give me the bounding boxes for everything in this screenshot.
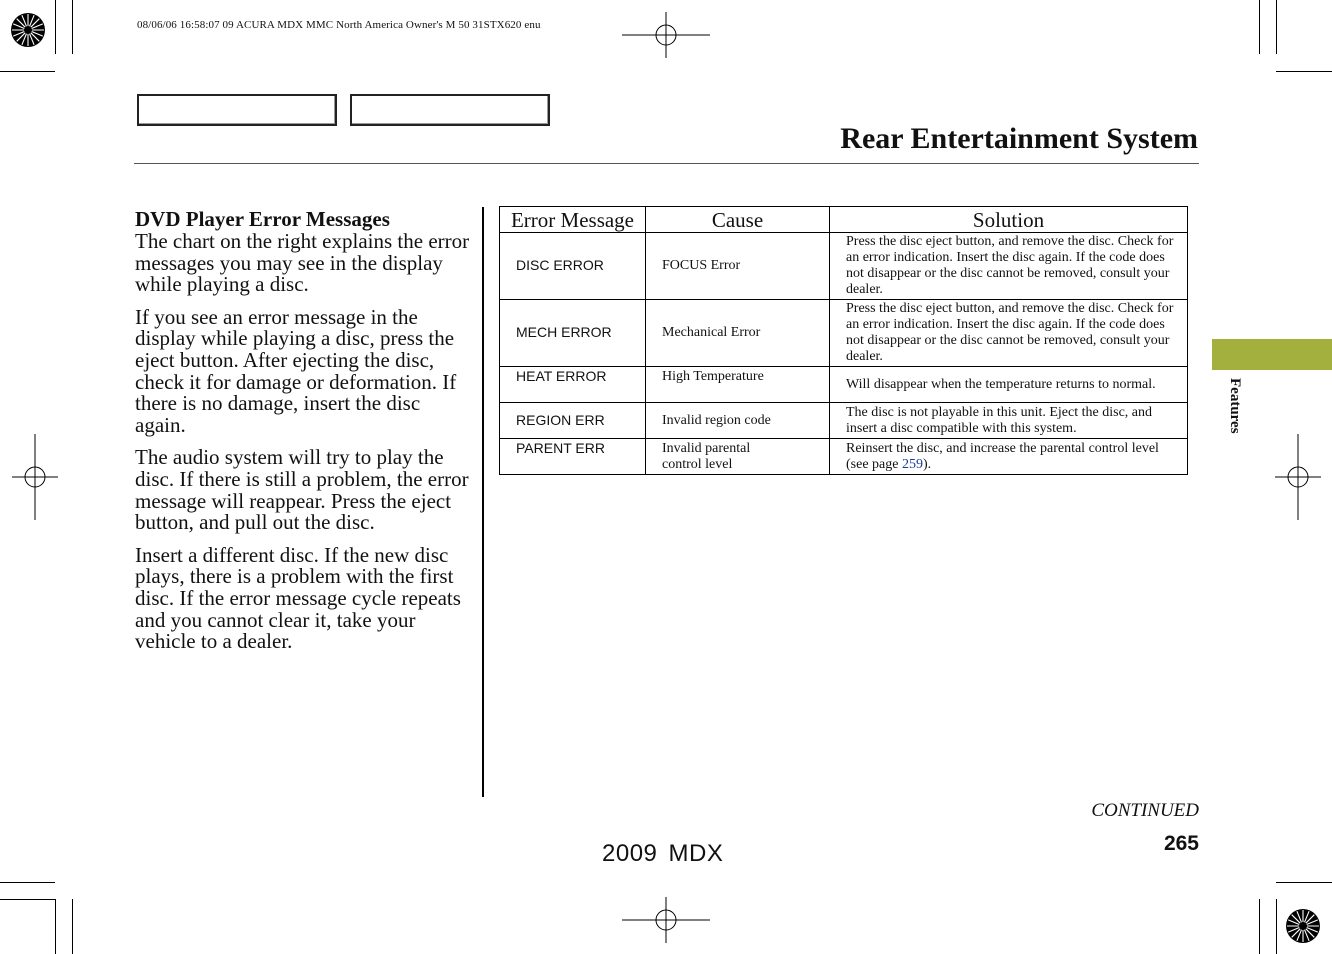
paragraph: The audio system will try to play the disc. If there is still a problem, the error message will reappear. Press the eject button, and pull out the disc.: [135, 445, 469, 535]
column-header: Error Message: [500, 207, 646, 233]
table-of-contents-button[interactable]: [350, 94, 550, 126]
table-row: [500, 403, 1188, 439]
error-code: REGION ERR: [500, 403, 646, 439]
error-cause: [646, 439, 830, 475]
registration-crosshair-icon: [622, 897, 710, 943]
paragraph: The chart on the right explains the error messages you may see in the display while playing a disc.: [135, 229, 470, 297]
error-code: PARENT ERR: [500, 439, 646, 475]
column-header: Solution: [830, 207, 1188, 233]
solution-text: ).: [922, 456, 932, 472]
page-number: 265: [1163, 832, 1199, 855]
page-title: Rear Entertainment System: [840, 122, 1198, 155]
solution-text: Reinsert the disc, and increase the parental control level (see page: [846, 440, 1159, 472]
cause-line: Invalid parental: [662, 440, 751, 456]
error-cause: Invalid region code: [646, 403, 830, 439]
registration-crosshair-icon: [622, 12, 710, 58]
error-cause: High Temperature: [646, 367, 830, 403]
error-message-table: [499, 206, 1188, 475]
crop-mark: [72, 899, 73, 954]
print-metadata: 08/06/06 16:58:07 09 ACURA MDX MMC North America Owner's M 50 31STX620 enu: [137, 19, 541, 31]
section-tab[interactable]: [1212, 339, 1332, 370]
registration-starburst-icon: [10, 12, 46, 48]
section-heading: DVD Player Error Messages: [135, 207, 390, 231]
error-solution: The disc is not playable in this unit. Eject the disc, and insert a disc compatible with this system.: [830, 403, 1188, 439]
registration-starburst-icon: [1285, 908, 1321, 944]
crop-mark: [0, 71, 55, 72]
crop-mark: [1276, 71, 1332, 72]
paragraph: Insert a different disc. If the new disc plays, there is a problem with the first disc. If the error message cycle repeats and you cannot clear it, take your vehicle to a dealer.: [135, 542, 461, 654]
table-row: [500, 300, 1188, 367]
crop-mark: [0, 899, 55, 900]
error-code: HEAT ERROR: [500, 367, 646, 403]
error-solution: Press the disc eject button, and remove the disc. Check for an error indication. Insert the disc again. If the code does not disappear or the disc cannot be removed, consult your dealer.: [830, 233, 1188, 300]
error-solution: Press the disc eject button, and remove the disc. Check for an error indication. Insert the disc again. If the code does not disappear or the disc cannot be removed, consult your dealer.: [830, 300, 1188, 367]
main-menu-button[interactable]: [137, 94, 337, 126]
error-cause: FOCUS Error: [646, 233, 830, 300]
page-reference-link[interactable]: 259: [901, 456, 923, 472]
table-row: [500, 367, 1188, 403]
error-code: DISC ERROR: [500, 233, 646, 300]
table-row: [500, 439, 1188, 475]
registration-crosshair-icon: [1275, 434, 1321, 520]
title-divider: [134, 163, 1199, 164]
crop-mark: [1259, 0, 1260, 54]
table-row: [500, 233, 1188, 300]
error-code: MECH ERROR: [500, 300, 646, 367]
paragraph: If you see an error message in the display while playing a disc, press the eject button. After ejecting the disc, check it for damage or deformation. If there is no damage, insert the disc again.: [135, 304, 457, 437]
crop-mark: [1276, 0, 1277, 54]
error-solution: Will disappear when the temperature returns to normal.: [830, 367, 1188, 403]
column-header: Cause: [646, 207, 830, 233]
column-divider: [482, 207, 484, 797]
crop-mark: [1276, 882, 1332, 883]
crop-mark: [1259, 899, 1260, 954]
error-solution: [830, 439, 1188, 475]
crop-mark: [72, 0, 73, 54]
crop-mark: [55, 0, 56, 54]
crop-mark: [55, 899, 56, 954]
cause-line: control level: [662, 456, 733, 472]
continued-label: CONTINUED: [1091, 800, 1199, 821]
registration-crosshair-icon: [12, 434, 58, 520]
crop-mark: [0, 882, 55, 883]
error-cause: Mechanical Error: [646, 300, 830, 367]
section-tab-label: Features: [1227, 378, 1243, 434]
crop-mark: [1276, 899, 1277, 954]
left-column: [135, 207, 470, 664]
model-label: 2009 MDX: [602, 840, 724, 867]
table-header-row: [500, 207, 1188, 233]
